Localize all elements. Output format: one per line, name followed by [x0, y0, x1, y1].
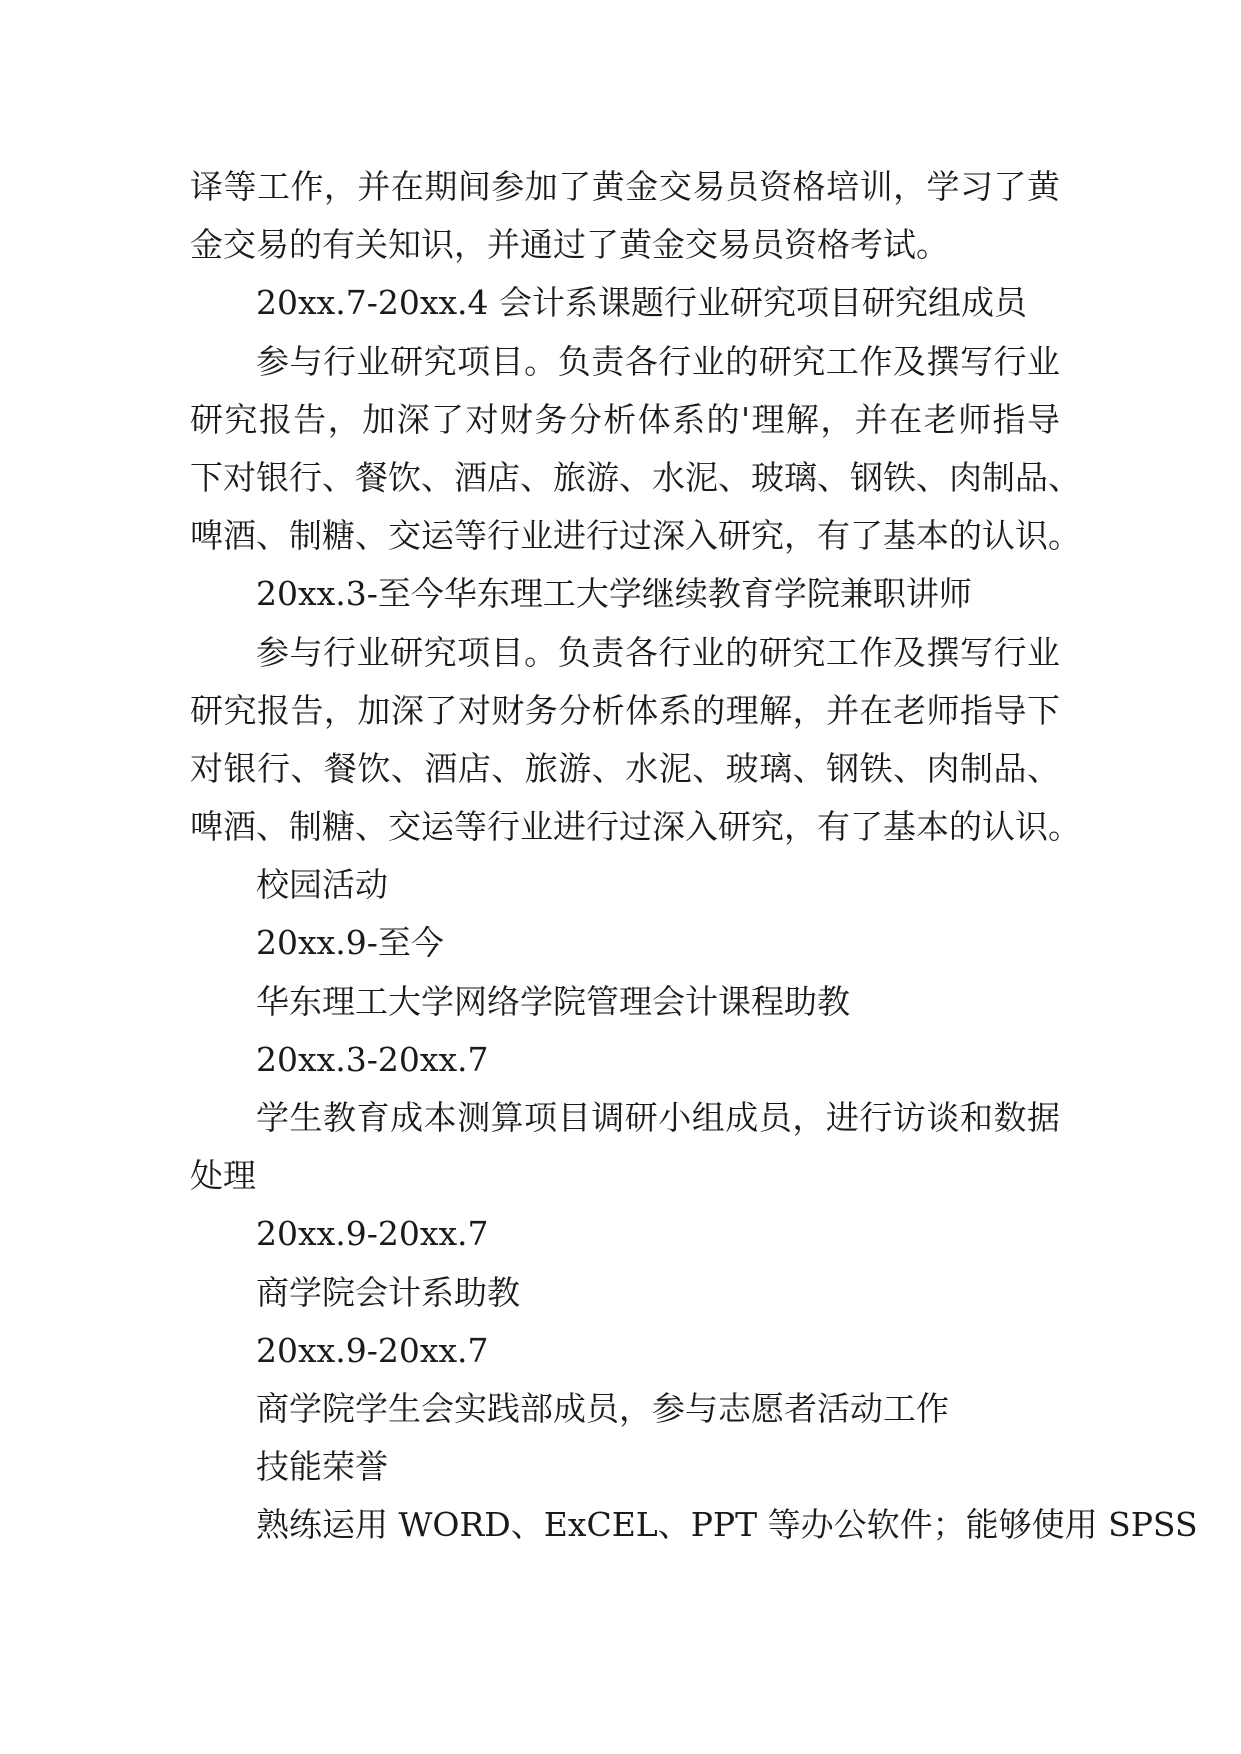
text-line: 译等工作，并在期间参加了黄金交易员资格培训，学习了黄: [190, 167, 1060, 206]
text-line: 研究报告，加深了对财务分析体系的'理解，并在老师指导: [190, 399, 1060, 439]
document-body: [190, 158, 1198, 1555]
section-title: 校园活动: [256, 865, 388, 905]
text-line: 下对银行、餐饮、酒店、旅游、水泥、玻璃、钢铁、肉制品、: [190, 457, 1081, 497]
date-range: 20xx.3-20xx.7: [256, 1039, 489, 1079]
text-line: 参与行业研究项目。负责各行业的研究工作及撰写行业: [256, 632, 1060, 672]
section-heading: 20xx.3-至今华东理工大学继续教育学院兼职讲师: [256, 574, 972, 614]
date-range: 20xx.9-20xx.7: [256, 1330, 489, 1370]
text-line: 啤酒、制糖、交运等行业进行过深入研究，有了基本的认识。: [190, 516, 1081, 556]
date-range: 20xx.9-20xx.7: [256, 1214, 489, 1254]
text-line: 啤酒、制糖、交运等行业进行过深入研究，有了基本的认识。: [190, 807, 1081, 847]
text-line: 金交易的有关知识，并通过了黄金交易员资格考试。: [190, 225, 949, 265]
text-line: 处理: [190, 1156, 256, 1196]
text-line: 对银行、餐饮、酒店、旅游、水泥、玻璃、钢铁、肉制品、: [190, 748, 1060, 788]
date-range: 20xx.9-至今: [256, 923, 444, 963]
section-title: 技能荣誉: [256, 1447, 388, 1487]
text-line: 商学院学生会实践部成员，参与志愿者活动工作: [256, 1388, 949, 1428]
text-line: 学生教育成本测算项目调研小组成员，进行访谈和数据: [256, 1098, 1060, 1137]
section-heading: 20xx.7-20xx.4 会计系课题行业研究项目研究组成员: [256, 283, 1028, 323]
text-line: 参与行业研究项目。负责各行业的研究工作及撰写行业: [256, 341, 1060, 381]
text-line: 商学院会计系助教: [256, 1272, 520, 1312]
text-line: 研究报告，加深了对财务分析体系的理解，并在老师指导下: [190, 690, 1060, 730]
text-line: 华东理工大学网络学院管理会计课程助教: [256, 981, 850, 1021]
text-line: 熟练运用 WORD、ExCEL、PPT 等办公软件；能够使用 SPSS: [256, 1505, 1198, 1545]
